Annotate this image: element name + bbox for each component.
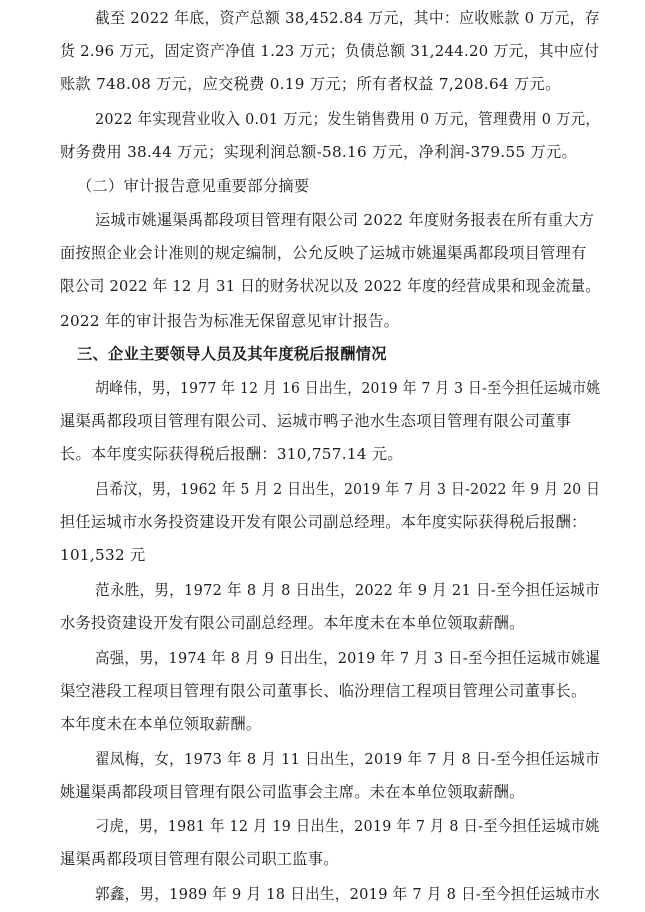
- text-line: 暹渠禹都段项目管理有限公司职工监事。: [60, 850, 339, 868]
- text-line: 胡峰伟，男，1977 年 12 月 16 日出生，2019 年 7 月 3 日-至今担任运城市姚: [95, 379, 601, 397]
- text-line: 限公司 2022 年 12 月 31 日的财务状况以及 2022 年度的经营成果和现金流量。: [60, 277, 601, 295]
- text-line: 101,532 元: [60, 546, 146, 564]
- section-heading: 三、企业主要领导人员及其年度税后报酬情况: [77, 345, 387, 363]
- text-line: 刁虎，男，1981 年 12 月 19 日出生，2019 年 7 月 8 日-至今担任运城市姚: [95, 817, 600, 835]
- text-line: 渠空港段工程项目管理有限公司董事长、临汾理信工程项目管理公司董事长。: [60, 682, 587, 700]
- text-line: 2022 年实现营业收入 0.01 万元；发生销售费用 0 万元，管理费用 0 万元，: [95, 110, 601, 128]
- text-line: 货 2.96 万元，固定资产净值 1.23 万元；负债总额 31,244.20 万元，其中应付: [60, 42, 600, 60]
- text-line: 面按照企业会计准则的规定编制，公允反映了运城市姚暹渠禹都段项目管理有: [60, 244, 587, 262]
- text-line: 2022 年的审计报告为标准无保留意见审计报告。: [60, 312, 400, 330]
- text-line: 翟凤梅，女，1973 年 8 月 11 日出生，2019 年 7 月 8 日-至今担任运城市: [95, 750, 600, 768]
- text-line: 长。本年度实际获得税后报酬：310,757.14 元。: [60, 445, 403, 463]
- text-line: 吕希汶，男，1962 年 5 月 2 日出生，2019 年 7 月 3 日-2022 年 9 月 20 日: [95, 480, 601, 498]
- text-line: 水务投资建设开发有限公司副总经理。本年度未在本单位领取薪酬。: [60, 614, 525, 632]
- text-line: 姚暹渠禹都段项目管理有限公司监事会主席。未在本单位领取薪酬。: [60, 783, 525, 801]
- text-line: 财务费用 38.44 万元；实现利润总额-58.16 万元，净利润-379.55 万元。: [60, 143, 577, 161]
- text-line: 郭鑫，男，1989 年 9 月 18 日出生，2019 年 7 月 8 日-至今担任运城市水: [95, 885, 600, 903]
- section-subheading: （二）审计报告意见重要部分摘要: [77, 177, 310, 195]
- text-line: 账款 748.08 万元，应交税费 0.19 万元；所有者权益 7,208.64 万元。: [60, 75, 561, 93]
- text-line: 暹渠禹都段项目管理有限公司、运城市鸭子池水生态项目管理有限公司董事: [60, 412, 572, 430]
- text-line: 运城市姚暹渠禹都段项目管理有限公司 2022 年度财务报表在所有重大方: [95, 211, 595, 229]
- text-line: 截至 2022 年底，资产总额 38,452.84 万元，其中：应收账款 0 万元，存: [95, 9, 600, 27]
- text-line: 范永胜，男，1972 年 8 月 8 日出生，2022 年 9 月 21 日-至今担任运城市: [95, 581, 600, 599]
- text-line: 高强，男，1974 年 8 月 9 日出生，2019 年 7 月 3 日-至今担任运城市姚暹: [95, 649, 601, 667]
- text-line: 担任运城市水务投资建设开发有限公司副总经理。本年度实际获得税后报酬：: [60, 513, 587, 531]
- text-line: 本年度未在本单位领取薪酬。: [60, 715, 262, 733]
